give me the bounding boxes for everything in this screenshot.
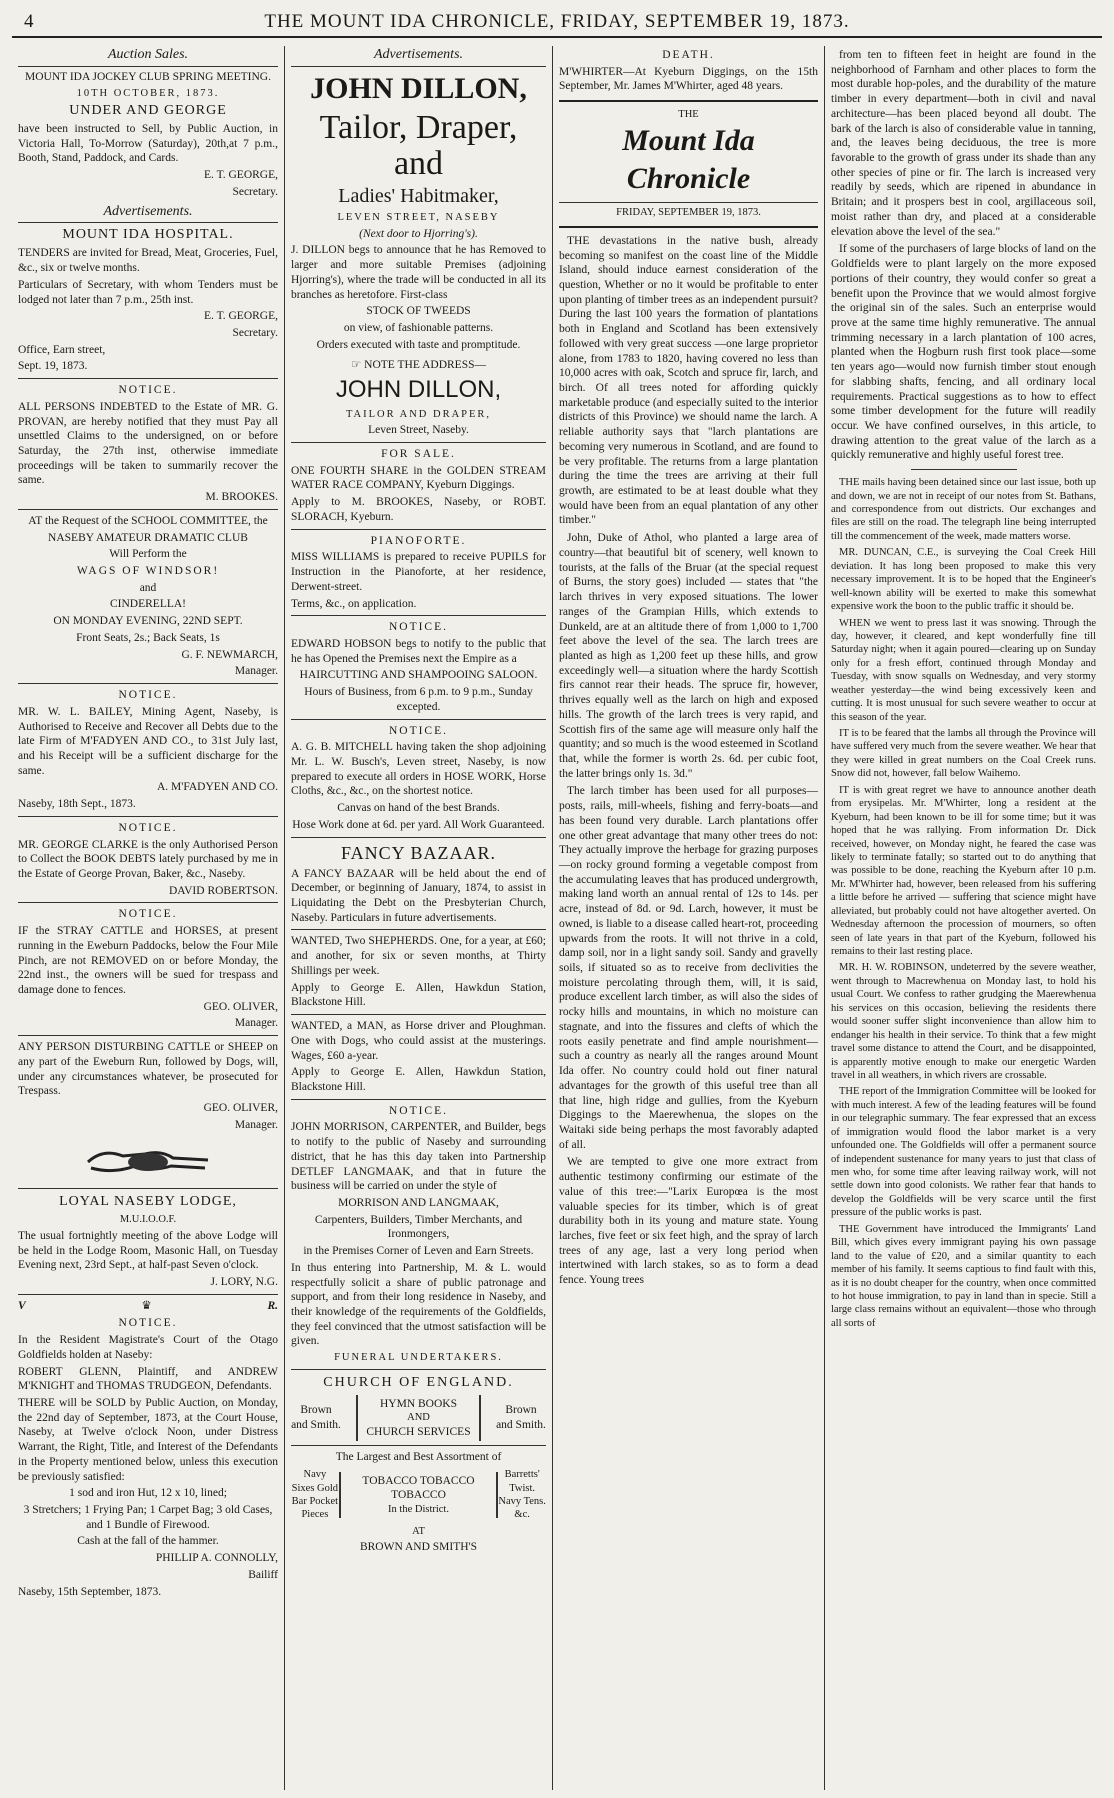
tobacco-ad xyxy=(291,1450,546,1555)
divider xyxy=(291,529,546,530)
divider xyxy=(911,469,1017,470)
court-item1: 1 sod and iron Hut, 12 x 10, lined; xyxy=(69,1487,227,1500)
pointing-hand-icon: ☞ xyxy=(350,359,365,372)
provan-body: ALL PERSONS INDEBTED to the Estate of MR. G. PROVAN, are hereby notified that they must Pay all unsettled Claims to the undersigned, on or before Saturday, the 27th inst, otherwise immediate proceedings will be taken to summarily recover the same. xyxy=(18,400,278,487)
hospital-date: Sept. 19, 1873. xyxy=(18,360,88,373)
divider xyxy=(291,719,546,720)
clarke-notice xyxy=(18,821,278,899)
auction-sales-heading: Auction Sales. xyxy=(18,46,278,67)
hobson-notice xyxy=(291,620,546,714)
divider xyxy=(291,837,546,838)
dillon-stock: STOCK OF TWEEDS xyxy=(366,305,471,318)
shepherds-apply: Apply to George E. Allen, Hawkdun Station, Blackstone Hill. xyxy=(291,981,546,1009)
dillon-trade3: TAILOR AND DRAPER, xyxy=(345,408,492,420)
shepherds-body: WANTED, Two SHEPHERDS. One, for a year, at £60; and another, for six or seven months, at Thirty Shillings per week. xyxy=(291,935,546,977)
lodge-sig: J. LORY, N.G. xyxy=(210,1275,278,1288)
tobacco-intro: The Largest and Best Assortment of xyxy=(335,1451,502,1464)
court-terms: Cash at the fall of the hammer. xyxy=(77,1535,219,1548)
man-ad xyxy=(291,1019,546,1095)
morrison-firm: MORRISON AND LANGMAAK, xyxy=(338,1196,499,1209)
divider xyxy=(18,1035,278,1036)
tobacco-who: BROWN AND SMITH'S xyxy=(359,1541,478,1554)
tobacco-at: AT xyxy=(412,1525,425,1537)
school-line1: AT the Request of the SCHOOL COMMITTEE, the xyxy=(28,514,268,527)
bazaar-ad xyxy=(291,842,546,926)
hobson-body: EDWARD HOBSON begs to notify to the public that he has Opened the Premises next the Empire as a xyxy=(291,637,546,665)
dillon-body: J. DILLON begs to announce that he has Removed to larger and more suitable Premises (adjoining Hjorring's), where the trade will be conducted in all its branches as heretofore. First-class xyxy=(291,244,546,301)
news-item-5: IT is with great regret we have to announce another death from erysipelas. Mr. M'Whirter, long a resident at the Kyeburn, had been known to be ill for some time; but it was hoped that he was rallying. From information Dr. Dick received, however, on Monday night, he feared the case was likely to terminate fatally; so started out to do anything that was possible to be done, reaching the Kyeburn after 10 p.m. Mr. M'Whirter had, however, been released from his suffering a little before he arrived — suffering that science might have alleviated, but probably could not have altogether averted. On Wednesday afternoon the procession of mourners, so often seen of late years in that part of the Kyeburn, followed his remains to their last resting place. xyxy=(831,784,1096,957)
cattle-sig1: GEO. OLIVER, xyxy=(203,1000,278,1013)
cattle-body: IF the STRAY CATTLE and HORSES, at present running in the Eweburn Paddocks, below the Four Mile Pinch, are not REMOVED on or before Monday, the 22nd inst., the owners will be sued for trespass and damage done to fences. xyxy=(18,925,278,996)
jockey-date: 10TH OCTOBER, 1873. xyxy=(76,87,220,99)
clarke-body: MR. GEORGE CLARKE is the only Authorised Person to Collect the BOOK DEBTS lately purchased by me in the Estate of George Provan, Baker, &c., Naseby. xyxy=(18,838,278,880)
advertisements-heading: Advertisements. xyxy=(18,203,278,224)
mitchell-canvas: Canvas on hand of the best Brands. xyxy=(337,802,500,815)
lodge-ad xyxy=(18,1193,278,1289)
morrison-firm2: Carpenters, Builders, Timber Merchants, and Ironmongers, xyxy=(314,1213,523,1241)
jockey-lead: UNDER AND GEORGE xyxy=(69,103,227,119)
church-mid3: CHURCH SERVICES xyxy=(366,1425,471,1438)
column-1 xyxy=(12,46,284,1790)
church-row xyxy=(291,1395,546,1442)
divider xyxy=(291,615,546,616)
vr-r: R. xyxy=(267,1299,278,1312)
advertisements-heading-2: Advertisements. xyxy=(291,46,546,67)
cattle-sig2: Manager. xyxy=(234,1017,278,1030)
divider xyxy=(18,1188,278,1189)
news-item-1: THE mails having been detained since our last issue, both up and down, we are not in receipt of our notes from St. Bathans, and correspondence from out districts. Our exchanges and files are still on the road. The telegraph line being interrupted till the commencement of the week, made matters worse. xyxy=(831,477,1096,542)
sale-apply: Apply to M. BROOKES, Naseby, or ROBT. SLORACH, Kyeburn. xyxy=(291,496,546,523)
man-body: WANTED, a MAN, as Horse driver and Ploughman. One with Dogs, who could assist at the musterings. Wages, £60 a-year. xyxy=(291,1020,546,1062)
morrison-title: NOTICE. xyxy=(388,1104,449,1117)
divider xyxy=(18,509,278,510)
bailey-notice xyxy=(18,688,278,812)
piano-title: PIANOFORTE. xyxy=(370,534,467,547)
dillon-name: JOHN DILLON, xyxy=(310,71,527,105)
morrison-premises: in the Premises Corner of Leven and Earn Streets. xyxy=(303,1245,534,1258)
morrison-funeral: FUNERAL UNDERTAKERS. xyxy=(334,1352,503,1364)
divider xyxy=(18,378,278,379)
piano-body: MISS WILLIAMS is prepared to receive PUPILS for Instruction in the Pianoforte, at her residence, Derwent-street. xyxy=(291,551,546,593)
piano-terms: Terms, &c., on application. xyxy=(291,597,417,610)
hospital-title: MOUNT IDA HOSPITAL. xyxy=(62,227,234,243)
court-sig1: PHILLIP A. CONNOLLY, xyxy=(155,1552,278,1565)
hospital-body1: TENDERS are invited for Bread, Meat, Groceries, Fuel, &c., six or twelve months. xyxy=(18,247,278,275)
lodge-body: The usual fortnightly meeting of the above Lodge will be held in the Lodge Room, Masonic Hall, on Tuesday Evening next, 23rd Sept., at half-past Seven o'clock. xyxy=(18,1229,278,1272)
mitchell-notice xyxy=(291,724,546,833)
divider xyxy=(18,1294,278,1295)
dillon-note-text: NOTE THE ADDRESS— xyxy=(364,359,486,372)
divider xyxy=(291,1014,546,1015)
news-item-2: MR. DUNCAN, C.E., is surveying the Coal Creek Hill deviation. It has long been proposed to make this very necessary improvement. It is to be hoped that the Engineer's well-known ability will be exerted to make this somewhat expensive work the boon to the public traffic it should be. xyxy=(831,547,1096,613)
provan-sig: M. BROOKES. xyxy=(205,491,278,504)
column-3 xyxy=(552,46,824,1790)
crest-icon: ♛ xyxy=(141,1299,152,1312)
sale-title: FOR SALE. xyxy=(381,448,456,461)
dillon-next-door: (Next door to Hjorring's). xyxy=(359,227,478,240)
court-body: THERE will be SOLD by Public Auction, on Monday, the 22nd day of September, 1873, at the Court House, Naseby, at Twelve o'clock Noon, under Distress Warrant, the Right, Title, and Interest of the Defendants in the Property mentioned below, unless this execution be previously satisfied: xyxy=(18,1397,278,1483)
jockey-title: MOUNT IDA JOCKEY CLUB SPRING MEETING. xyxy=(25,70,271,83)
bazaar-body: A FANCY BAZAAR will be held about the end of December, or beginning of January, 1874, to assist in Liquidating the Debt on the Presbyterian Church, Naseby. Particulars in future advertisements. xyxy=(291,867,546,924)
hospital-office: Office, Earn street, xyxy=(18,343,106,356)
divider xyxy=(18,902,278,903)
editorial-cont-1: from ten to fifteen feet in height are found in the neighborhood of Farnham and other places to form the most durable hop-poles, and the durability of the mature timber in every department—both in civil and naval architecture—has been placed beyond all doubt. The bark of the larch is also of considerable value in tanning, and, the leaves being deciduous, the tree is more favorable to the growth of grass under its shade than any other species of pine or fir. The larch is increased very readily by seeds, which are ripened in abundance in Britain; and it prospers best in cool, argillaceous soil, moist rather than dry, and placed at a considerable elevation above the level of the sea." xyxy=(831,49,1096,238)
divider xyxy=(18,683,278,684)
tobacco-row xyxy=(291,1468,546,1522)
column-2 xyxy=(284,46,552,1790)
divider xyxy=(291,442,546,443)
editorial-para-1: THE devastations in the native bush, already becoming so manifest on the coast line of the Middle Island, should induce earnest consideration of the question, Whether or no it would be profitable to enter upon planting of timber trees as an independent pursuit? During the last 100 years the formation of plantations both in England and Scotland has been extensively followed with very great success —one large proprietor alone, from 1783 to 1820, having covered no less than 10,000 acres with oak, Scotch and spruce fir, larch, and birch. Of all trees noted for affording quickly marketable produce (and especially suited to the interior districts of this Province) we should name the larch. A reliable authority says that "larch plantations are becoming very numerous in Scotland, and are found to be very profitable. The returns from a large plantation during the time the trees are arriving at their full growth, are estimated to be at least double what they would have been from an equal plantation of any other timber." xyxy=(559,234,818,527)
morrison-notice xyxy=(291,1104,546,1365)
dillon-orders: Orders executed with taste and promptitude. xyxy=(316,338,521,351)
church-ad xyxy=(291,1374,546,1442)
dillon-ad xyxy=(291,70,546,438)
court-notice xyxy=(18,1316,278,1599)
jockey-body: have been instructed to Sell, by Public Auction, in Victoria Hall, To-Morrow (Saturday), 20th,at 7 p.m., Booth, Stand, Paddock, and Cards. xyxy=(18,122,278,165)
dillon-trade: Tailor, Draper, and xyxy=(319,109,518,182)
death-notice xyxy=(559,48,818,94)
header-title: THE MOUNT IDA CHRONICLE, FRIDAY, SEPTEMBER 19, 1873. xyxy=(264,11,850,32)
death-title: DEATH. xyxy=(662,49,715,61)
hospital-sig2: Secretary. xyxy=(232,326,278,339)
news-item-3: WHEN we went to press last it was snowing. Through the day, however, it cleared, and kept wonderfully fine till Saturday night; when it again poured—clearing up on Sunday only for a fresh effort, continued through Monday and Tuesday, with snow squalls on Wednesday, and very stormy weather yesterday—the wind being excessively keen and cutting. It is most unusual for such severe weather to occur at this season of the year. xyxy=(831,617,1096,723)
school-ad xyxy=(18,514,278,679)
divider xyxy=(291,1369,546,1370)
church-mid2: AND xyxy=(407,1412,430,1424)
school-line3: Will Perform the xyxy=(109,548,187,561)
disturbing-sig2: Manager. xyxy=(234,1118,278,1131)
editorial-para-4: We are tempted to give one more extract from authentic testimony confirming our estimate of the value of this tree:—"Larix Europœa is the most valuable species for its timber, which is of great durability both in its young and mature state. Young larches, five feet or six feet high, and the spray of larch trees of any age, last a very long period when intertwined with larch stakes, so as to form a dead fence. Young trees xyxy=(559,1156,818,1287)
morrison-body2: In thus entering into Partnership, M. & L. would respectfully solicit a share of public patronage and support, and from their long residence in Naseby, and their knowledge of the requirements of the Goldfields, they feel convinced that the utmost satisfaction will be given. xyxy=(291,1261,546,1348)
handshake-icon xyxy=(83,1138,213,1182)
cattle-title: NOTICE. xyxy=(118,908,178,921)
dillon-trade2: Ladies' Habitmaker, xyxy=(338,184,499,207)
court-sig2: Bailiff xyxy=(248,1568,278,1581)
bailey-sig: A. M'FADYEN AND CO. xyxy=(156,781,278,794)
church-mid1: HYMN BOOKS xyxy=(379,1397,457,1410)
masthead-date: FRIDAY, SEPTEMBER 19, 1873. xyxy=(559,202,818,219)
hobson-title: NOTICE. xyxy=(388,621,449,634)
clarke-title: NOTICE. xyxy=(118,821,178,834)
news-item-6: MR. H. W. ROBINSON, undeterred by the severe weather, went through to Macrewhenua on Monday last, to hold his usual Court. We confess to rather grudging the Maerewhenua his services on this occasion, believing the residents there would sooner suffer slight inconvenience than allow him to endanger his health in their service. To think that a few might travel some distance to attend the Court, and be disappointed, is apparently motive enough to make our energetic Warden travel in all weathers, in which rivers are crossable. xyxy=(831,962,1096,1081)
morrison-body: JOHN MORRISON, CARPENTER, and Builder, begs to notify to the public of Naseby and surrounding district, that he has this day taken into Partnership DETLEF LANGMAAK, and that in future the business will be carried on under the style of xyxy=(291,1121,546,1193)
shepherds-ad xyxy=(291,934,546,1010)
church-right: Brown and Smith. xyxy=(496,1404,546,1431)
lodge-title: LOYAL NASEBY LODGE, xyxy=(59,1194,237,1210)
school-sig2: Manager. xyxy=(234,665,278,678)
chronicle-masthead xyxy=(559,100,818,228)
hospital-body2: Particulars of Secretary, with whom Tenders must be lodged not later than 7 p.m., 25th inst. xyxy=(18,278,278,306)
hospital-sig1: E. T. GEORGE, xyxy=(204,310,278,323)
editorial-para-3: The larch timber has been used for all purposes—posts, rails, mill-wheels, fishing and ferry-boats—and has been found very durable. Larch plantations offer one other great advantage that many other trees do not: They actually improve the herbage for grazing purposes—on rocky ground forming a vegetable compost from the accumulating leaves that has produced undergrowth, making land worth an annual rental of 12s to 14s. per acre, instead of 8d. or 9d. Larch, however, it must be owned, is liable to a disease called heart-rot, proceeding upwards from the roots. It will not thrive in a cold, damp soil, nor in a light sandy soil. Sandy and gravelly soils, if situated so as to receive from declivities the moisture percolating through them, will, it is said, produce excellent larch timber, as will also the sides of rocky hills and mountains, in which no moisture can stagnate, and into the fissures and clefts of which the roots easily penetrate and find ample nourishment—such a country as nearly all the ranges around Mount Ida offer. No country could hold out finer natural advantages for the growth of this useful tree than all that line, high ridge and gullies, from the Kyeburn Diggings to the Maerewhenua, the slopes on the Waitaki side being perhaps the most favorably adapted of all. xyxy=(559,785,818,1151)
school-line6: CINDERELLA! xyxy=(109,598,186,611)
jockey-sig2: Secretary. xyxy=(232,185,278,198)
divider xyxy=(18,816,278,817)
tobacco-right: Barretts' Twist. Navy Tens. &c. xyxy=(498,1469,546,1521)
columns xyxy=(12,46,1102,1790)
news-item-7: THE report of the Immigration Committee will be looked for with much interest. A few of the leading features will be found in our telegraphic summary. The fear expressed that an excess of immigration would flood the labor market is a very unfounded one. The Goldfields will offer a permanent source of independent sustenance for many years to just that class of men who, for some time after leaving railway work, will not settle down into good colonists. We rather fear that hands to develop the Goldfields will be very scarce until the first pressure of the public works is past. xyxy=(831,1086,1096,1219)
disturbing-sig1: GEO. OLIVER, xyxy=(203,1102,278,1115)
news-item-4: IT is to be feared that the lambs all through the Province will have suffered very much from the severe weather. We hear that they were killed in great numbers on the Coal Creek runs. Snow did not, however, fall below Waihemo. xyxy=(831,728,1096,780)
provan-title: NOTICE. xyxy=(118,384,178,397)
bailey-body: MR. W. L. BAILEY, Mining Agent, Naseby, is Authorised to Receive and Recover all Debts due to the late Firm of M'FADYEN AND CO., to 31st July last, and his Receipt will be a sufficient discharge for the same. xyxy=(18,705,278,777)
court-item2: 3 Stretchers; 1 Frying Pan; 1 Carpet Bag; 3 old Cases, and 1 Bundle of Firewood. xyxy=(23,1504,273,1531)
school-line5: and xyxy=(139,581,157,594)
church-left: Brown and Smith. xyxy=(291,1404,341,1431)
school-line7: ON MONDAY EVENING, 22ND SEPT. xyxy=(53,615,243,628)
school-line8: Front Seats, 2s.; Back Seats, 1s xyxy=(76,631,220,644)
tobacco-mid2: In the District. xyxy=(388,1503,449,1515)
provan-notice xyxy=(18,383,278,505)
dillon-stock2: on view, of fashionable patterns. xyxy=(343,322,494,335)
jockey-club-ad xyxy=(18,70,278,200)
school-sig1: G. F. NEWMARCH, xyxy=(181,648,278,661)
bailey-date: Naseby, 18th Sept., 1873. xyxy=(18,798,136,811)
masthead-the: THE xyxy=(678,109,699,121)
court-date: Naseby, 15th September, 1873. xyxy=(18,1585,162,1598)
divider xyxy=(291,1445,546,1446)
tobacco-mid xyxy=(339,1472,499,1519)
jockey-sig1: E. T. GEORGE, xyxy=(204,169,278,182)
disturbing-notice xyxy=(18,1040,278,1132)
death-body: M'WHIRTER—At Kyeburn Diggings, on the 15th September, Mr. James M'Whirter, aged 48 years. xyxy=(559,65,818,93)
court-intro: In the Resident Magistrate's Court of the Otago Goldfields holden at Naseby: xyxy=(18,1334,278,1361)
vr-v: V xyxy=(18,1299,26,1312)
court-parties: ROBERT GLENN, Plaintiff, and ANDREW M'KNIGHT and THOMAS TRUDGEON, Defendants. xyxy=(18,1365,278,1393)
sale-ad xyxy=(291,447,546,525)
hobson-line: HAIRCUTTING AND SHAMPOOING SALOON. xyxy=(299,669,538,682)
dillon-name2: JOHN DILLON, xyxy=(335,376,502,404)
mitchell-title: NOTICE. xyxy=(388,724,449,737)
lodge-sub: M.U.I.O.O.F. xyxy=(119,1214,177,1226)
masthead-name: Mount Ida Chronicle xyxy=(622,123,755,195)
vr-crest xyxy=(18,1299,278,1314)
tobacco-mid1: TOBACCO TOBACCO TOBACCO xyxy=(362,1474,475,1502)
hospital-ad xyxy=(18,226,278,374)
bailey-title: NOTICE. xyxy=(118,689,178,702)
tobacco-left: Navy Sixes Gold Bar Pocket Pieces xyxy=(291,1469,339,1521)
hobson-hours: Hours of Business, from 6 p.m. to 9 p.m., Sunday excepted. xyxy=(304,686,533,713)
page-number: 4 xyxy=(24,11,35,32)
sale-body: ONE FOURTH SHARE in the GOLDEN STREAM WATER RACE COMPANY, Kyeburn Diggings. xyxy=(291,464,546,492)
church-mid xyxy=(356,1395,480,1442)
column-4 xyxy=(824,46,1102,1790)
dillon-street2: Leven Street, Naseby. xyxy=(368,424,469,437)
clarke-sig: DAVID ROBERTSON. xyxy=(169,884,278,897)
mitchell-body: A. G. B. MITCHELL having taken the shop adjoining Mr. L. W. Busch's, Leven street, Naseby, is now prepared to execute all orders in HOSE WORK, Horse Cloths, &c., &c., on the shortest notice. xyxy=(291,741,546,798)
bazaar-title: FANCY BAZAAR. xyxy=(340,842,496,863)
cattle-notice xyxy=(18,907,278,1031)
divider xyxy=(291,929,546,930)
court-title: NOTICE. xyxy=(118,1317,178,1330)
church-title: CHURCH OF ENGLAND. xyxy=(323,1374,514,1390)
news-item-8: THE Government have introduced the Immigrants' Land Bill, which gives every immigrant paying his own passage land to the value of £20, and a similar quantity to each member of his family. It seems captious to find fault with this, as it is no doubt cheaper for the country, when once committed to hot house immigration, to pay in land than in specie. Still a large class remains without an equivalent—those who through all sorts of xyxy=(831,1223,1096,1329)
editorial-para-2: John, Duke of Athol, who planted a large area of country—that beautiful bit of scenery, well known to tourists, at the falls of the Bruar (at the special request of Burns, the story goes) included — states that "the larch thrives in very exposed situations. The lower ranges of the Grampian Hills, which extends to Dunkeld, are at an altitude there of from 1,000 to 1,700 feet above the level of the sea. The larch trees are planted as high as 1,200 feet up these hills, and grow exceedingly well—a situation where the hardy Scottish firs cannot rear their heads. The spruce fir, however, thrives equally well as the larch on high and exposed hills. The growth of the larch trees is very rapid, and Scottish firs of the same age will measure only half the quantity; and so much is the wood esteemed in Scotland that, while the former is worth 2s. 6d. per cubic foot, the latter brings only 1s. 3d." xyxy=(559,532,818,780)
divider xyxy=(291,1099,546,1100)
man-apply: Apply to George E. Allen, Hawkdun Station, Blackstone Hill. xyxy=(291,1066,546,1093)
piano-ad xyxy=(291,534,546,612)
disturbing-body: ANY PERSON DISTURBING CATTLE or SHEEP on any part of the Eweburn Run, followed by Dogs, will, under any circumstances whatever, be prosecuted for Trespass. xyxy=(18,1041,278,1098)
school-line4: WAGS OF WINDSOR! xyxy=(76,565,220,578)
editorial-cont-2: If some of the purchasers of large blocks of land on the Goldfields were to plant largely on the more exposed portions of their country, they would confer so great a benefit upon the Province that we would almost forgive the original sin of the sales. Such an enterprise would prove at the same time highly remunerative. The annual trimming necessary in a larch plantation of 100 acres, planted when the Hogburn rush first took place—some ten years ago—would now furnish timber stout enough for slabbing shafts, fencing, and all ordinary local requirements. Practical suggestions as to how to effect some timber development for the future will readily occur. We have confined ourselves, in this article, to drawing attention to the great value of the larch as a quickly remunerative and highly useful forest tree. xyxy=(831,243,1096,462)
dillon-street: LEVEN STREET, NASEBY xyxy=(337,212,500,224)
page-header xyxy=(12,10,1102,38)
mitchell-hose: Hose Work done at 6d. per yard. All Work Guaranteed. xyxy=(292,818,545,831)
dillon-note xyxy=(291,358,546,373)
school-line2: NASEBY AMATEUR DRAMATIC CLUB xyxy=(48,531,248,544)
